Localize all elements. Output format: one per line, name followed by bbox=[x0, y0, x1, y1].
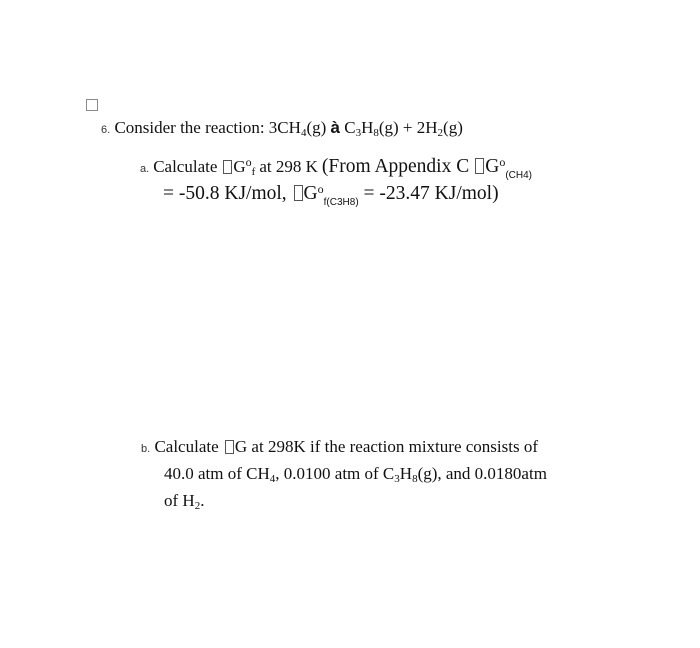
question-line bbox=[101, 118, 463, 138]
h-subscript: 8 bbox=[373, 127, 379, 139]
reaction-arrow: à bbox=[330, 118, 340, 137]
g-state-2: (g) + 2H bbox=[378, 118, 438, 137]
checkbox[interactable] bbox=[86, 99, 98, 111]
part-b-ch4-subscript: 4 bbox=[269, 473, 276, 485]
delta-g-symbol: G bbox=[233, 157, 246, 176]
carbon-symbol: C bbox=[344, 118, 356, 137]
g-state-1: (g) bbox=[306, 118, 327, 137]
part-b-period: . bbox=[200, 491, 205, 510]
delta-g-symbol-3: G bbox=[303, 183, 318, 204]
part-b-c-subscript: 3 bbox=[394, 473, 400, 485]
question-lead: Consider the reaction: 3CH bbox=[114, 118, 301, 137]
part-a-calculate: Calculate bbox=[153, 157, 218, 176]
part-b-h2-subscript: 2 bbox=[194, 500, 201, 512]
c3h8-value-text: = -23.47 KJ/mol) bbox=[363, 183, 499, 204]
part-b-calculate: Calculate bbox=[154, 437, 219, 456]
part-b-line-3 bbox=[164, 491, 204, 511]
part-b-tail-text: (g), and 0.0180atm bbox=[417, 464, 547, 483]
c3h8-label: f(C3H8) bbox=[323, 197, 359, 208]
part-a-line-2 bbox=[163, 182, 499, 208]
part-b-c3h8-text: , 0.0100 atm of C bbox=[275, 464, 395, 483]
part-a-marker: a. bbox=[140, 163, 150, 175]
part-b-h-symbol: H bbox=[399, 464, 413, 483]
ch4-subscript: 4 bbox=[300, 127, 307, 139]
c-subscript: 3 bbox=[355, 127, 362, 139]
ch4-label: (CH4) bbox=[505, 170, 532, 181]
temperature-text: at 298 K bbox=[259, 157, 318, 176]
delta-g-symbol-2: G bbox=[485, 156, 500, 177]
missing-glyph-icon bbox=[475, 158, 484, 174]
ch4-value-text: = -50.8 KJ/mol, bbox=[163, 183, 287, 204]
hydrogen-symbol: H bbox=[361, 118, 374, 137]
part-b-h2-text: of H bbox=[164, 491, 195, 510]
part-b-line-2 bbox=[164, 464, 547, 484]
part-b-line-1 bbox=[141, 437, 538, 457]
missing-glyph-icon bbox=[225, 440, 234, 454]
delta-g-symbol-b: G bbox=[234, 437, 248, 456]
h2-subscript: 2 bbox=[437, 127, 444, 139]
degree-superscript-2: o bbox=[499, 155, 506, 169]
formation-subscript: f bbox=[251, 166, 256, 178]
appendix-text: (From Appendix C bbox=[321, 156, 470, 177]
part-b-ch4-text: 40.0 atm of CH bbox=[164, 464, 270, 483]
question-number: 6. bbox=[101, 124, 111, 136]
degree-superscript-3: o bbox=[317, 182, 324, 196]
part-a-line-1 bbox=[140, 155, 532, 181]
part-b-text-1: at 298K if the reaction mixture consists of bbox=[251, 437, 538, 456]
missing-glyph-icon bbox=[223, 160, 232, 174]
part-b-marker: b. bbox=[141, 443, 151, 455]
degree-superscript: o bbox=[245, 155, 252, 169]
part-b-h-subscript: 8 bbox=[412, 473, 418, 485]
missing-glyph-icon bbox=[294, 185, 303, 201]
g-state-3: (g) bbox=[443, 118, 463, 137]
